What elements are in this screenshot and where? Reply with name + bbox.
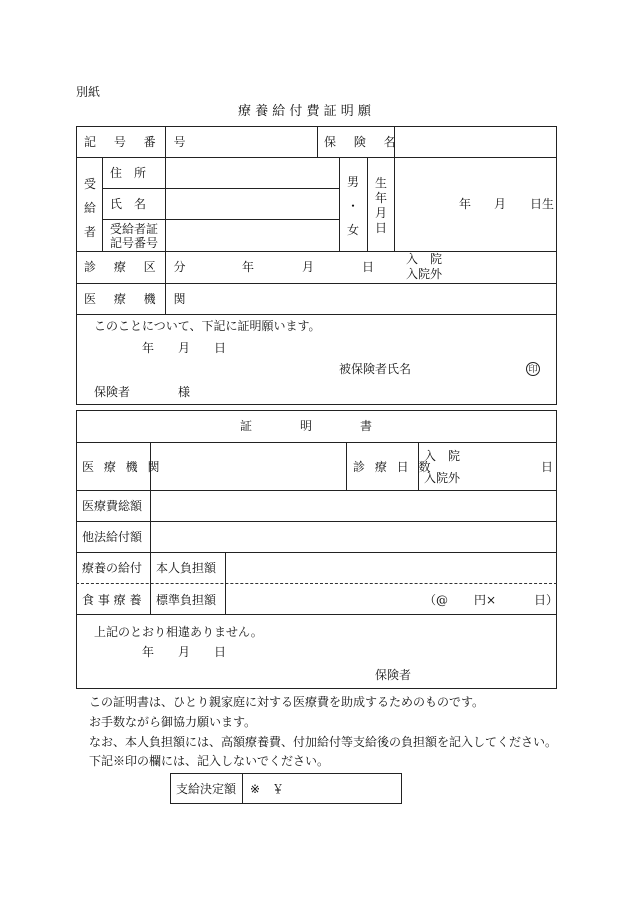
other-law-label: 他法給付額 xyxy=(82,530,143,544)
cert-inpatient-option[interactable]: 入 院 xyxy=(424,449,461,463)
outpatient-option[interactable]: 入院外 xyxy=(406,267,443,281)
birth-month-unit: 月 xyxy=(494,197,507,211)
name-field[interactable] xyxy=(166,193,338,215)
address-label: 住 所 xyxy=(110,166,147,180)
honorific-label: 様 xyxy=(178,385,191,399)
treatment-day-unit: 日 xyxy=(362,260,375,274)
total-cost-label: 医療費総額 xyxy=(82,499,143,513)
insured-name-field[interactable] xyxy=(412,359,520,377)
cert-day-unit: 日 xyxy=(214,645,227,659)
medical-institution-field[interactable] xyxy=(166,288,555,310)
insurer-name-label: 保 険 名 xyxy=(324,135,403,149)
insurer-name-field[interactable] xyxy=(394,133,556,153)
treatment-days-label: 診 療 日 数 xyxy=(353,460,434,474)
sex-male[interactable]: 男 xyxy=(347,175,360,189)
request-month-unit: 月 xyxy=(178,341,191,355)
sex-female[interactable]: 女 xyxy=(347,223,360,237)
days-unit: 日 xyxy=(541,460,554,474)
document-title: 療 養 給 付 費 証 明 願 xyxy=(238,104,371,119)
certificate-number-label-1: 受給者証 xyxy=(110,222,159,236)
medical-institution-label: 医 療 機 関 xyxy=(84,292,193,306)
birth-date-label: 生 年 月 日 xyxy=(374,176,387,235)
annex-label: 別紙 xyxy=(76,85,101,99)
record-number-label: 記 号 番 号 xyxy=(84,135,193,149)
request-text: このことについて、下記に証明願います。 xyxy=(94,319,321,333)
name-label: 氏 名 xyxy=(110,197,147,211)
cert-month-unit: 月 xyxy=(178,645,191,659)
treatment-year-unit: 年 xyxy=(242,260,255,274)
cert-year-unit: 年 xyxy=(142,645,155,659)
seal-icon: 印 xyxy=(526,362,540,376)
note-line: お手数ながら御協力願います。 xyxy=(89,715,257,729)
certificate-number-label-2: 記号番号 xyxy=(110,236,159,250)
unit-price-prefix: （@ xyxy=(424,593,449,607)
standard-pay-label: 標準負担額 xyxy=(156,593,217,607)
self-pay-label: 本人負担額 xyxy=(156,561,217,575)
payment-decision-label: 支給決定額 xyxy=(176,782,237,796)
meal-label: 食 事 療 養 xyxy=(82,593,142,607)
payment-decision-value: ※ ￥ xyxy=(250,782,285,796)
birth-day-unit: 日生 xyxy=(530,197,555,211)
treatment-month-unit: 月 xyxy=(302,260,315,274)
cert-institution-field[interactable] xyxy=(152,452,344,482)
medical-benefit-label: 療養の給付 xyxy=(82,561,143,575)
statement-text: 上記のとおり相違ありません。 xyxy=(94,625,263,639)
request-year-unit: 年 xyxy=(142,341,155,355)
yen-times-label: 円× xyxy=(474,593,497,607)
note-line: 下記※印の欄には、記入しないでください。 xyxy=(89,754,330,768)
total-cost-field[interactable] xyxy=(152,495,554,517)
recipient-label: 受 給 者 xyxy=(83,177,96,239)
record-number-field[interactable] xyxy=(165,133,317,153)
treatment-category-label: 診 療 区 分 xyxy=(84,260,193,274)
sex-dot: ・ xyxy=(347,199,360,213)
self-pay-field[interactable] xyxy=(227,557,553,579)
other-law-field[interactable] xyxy=(152,526,554,548)
cert-outpatient-option[interactable]: 入院外 xyxy=(424,471,461,485)
certificate-title: 証 明 書 xyxy=(240,419,373,433)
insurer-to-label: 保険者 xyxy=(94,385,131,399)
request-day-unit: 日 xyxy=(214,341,227,355)
birth-year-unit: 年 xyxy=(459,197,472,211)
inpatient-option[interactable]: 入 院 xyxy=(406,252,443,266)
insured-name-label: 被保険者氏名 xyxy=(339,362,412,376)
note-line: なお、本人負担額には、高額療養費、付加給付等支給後の負担額を記入してください。 xyxy=(89,735,558,749)
cert-institution-label: 医 療 機 関 xyxy=(82,460,163,474)
cert-insurer-label: 保険者 xyxy=(375,668,412,682)
note-line: この証明書は、ひとり親家庭に対する医療費を助成するためのものです。 xyxy=(89,695,485,709)
certificate-number-field[interactable] xyxy=(166,223,338,247)
day-close-label: 日） xyxy=(534,593,559,607)
address-field[interactable] xyxy=(166,162,338,184)
